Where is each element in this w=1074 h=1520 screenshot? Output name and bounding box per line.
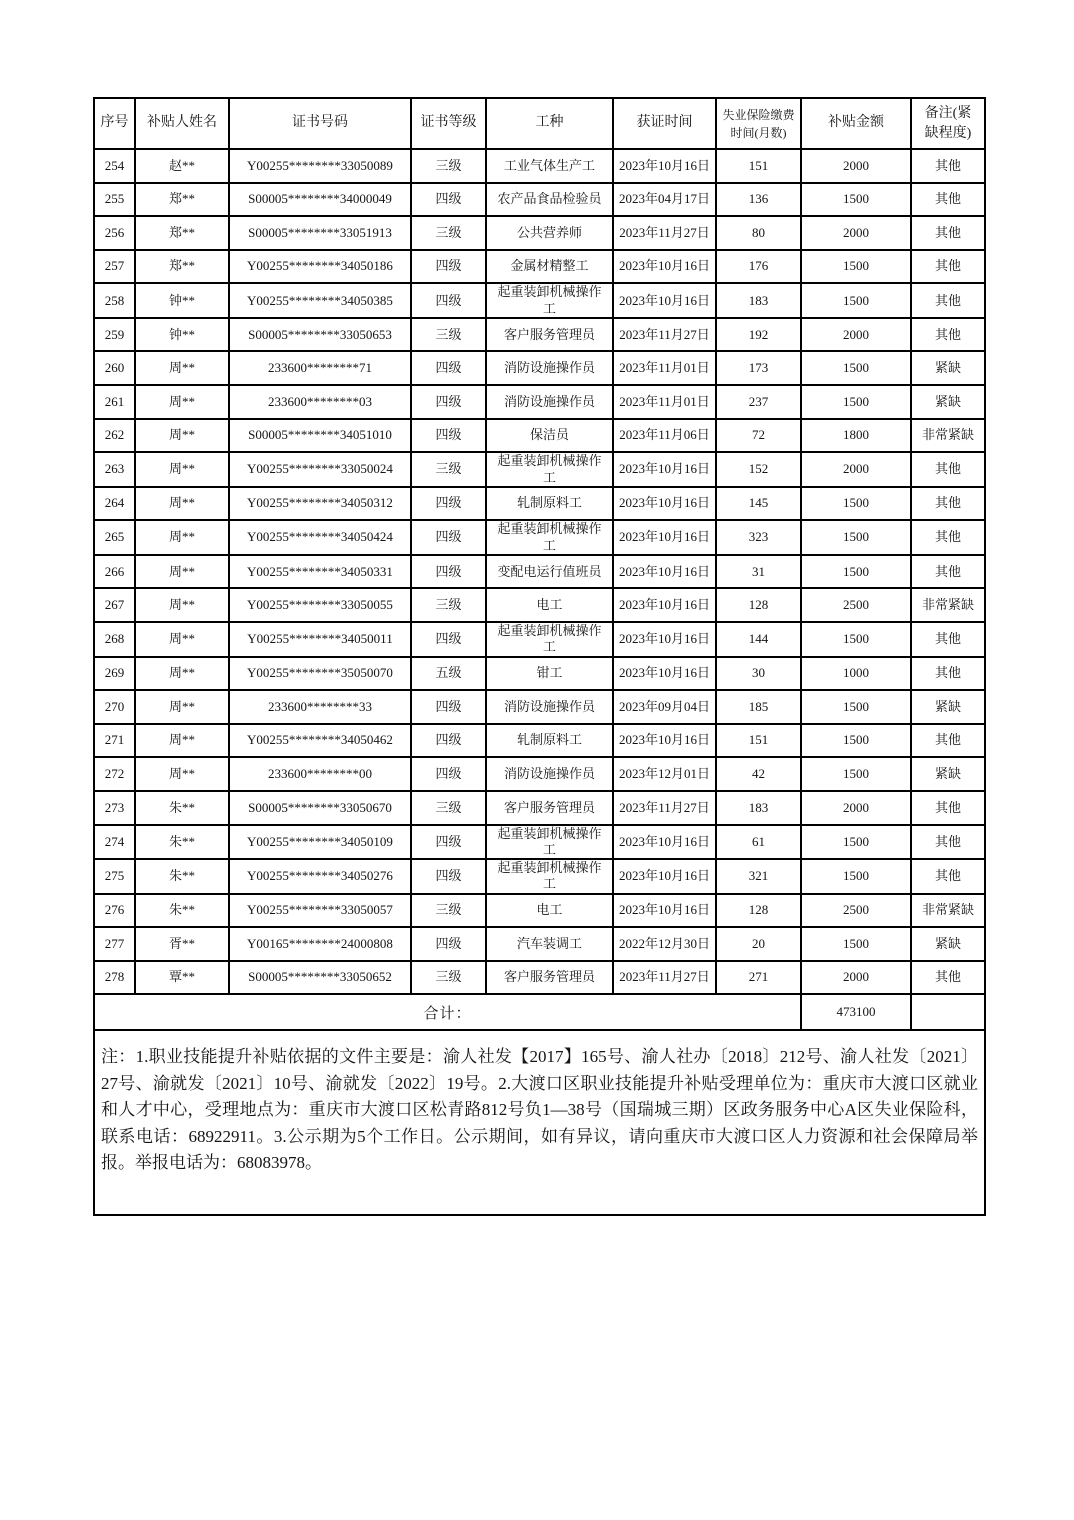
note-row — [94, 1030, 985, 1215]
column-header-5: 工种 — [486, 98, 613, 149]
cell: 郑** — [135, 216, 229, 250]
cell: 其他 — [911, 520, 985, 555]
notes-paragraph: 注：1.职业技能提升补贴依据的文件主要是：渝人社发【2017】165号、渝人社办〔2018〕212号、渝人社发〔2021〕27号、渝就发〔2021〕10号、渝就发〔2022〕19号。2.大渡口区职业技能提升补贴受理单位为：重庆市大渡口区就业和人才中心，受理地点为：重庆市大渡口区松青路812号负1—38号（国瑞城三期）区政务服务中心A区失业保险科，联系电话：68922911。3.公示期为5个工作日。公示期间，如有异议，请向重庆市大渡口区人力资源和社会保障局举报。举报电话为：68083978。 — [94, 1030, 985, 1215]
cell: 四级 — [411, 690, 486, 724]
cell: 266 — [94, 555, 135, 589]
cell: 四级 — [411, 385, 486, 419]
cell: 2023年12月01日 — [613, 757, 716, 791]
table-row — [94, 216, 985, 250]
cell: 1500 — [801, 183, 911, 217]
cell: 2500 — [801, 588, 911, 622]
cell: 钳工 — [486, 657, 613, 691]
table-row — [94, 250, 985, 284]
cell: 275 — [94, 859, 135, 894]
cell: 151 — [716, 724, 801, 758]
cell: 260 — [94, 351, 135, 385]
cell: 237 — [716, 385, 801, 419]
cell: 农产品食品检验员 — [486, 183, 613, 217]
cell: 朱** — [135, 825, 229, 860]
table-row — [94, 588, 985, 622]
cell: 2023年11月27日 — [613, 216, 716, 250]
column-header-8: 补贴金额 — [801, 98, 911, 149]
cell: Y00255********34050011 — [229, 622, 411, 657]
cell: 2000 — [801, 791, 911, 825]
cell: 1500 — [801, 690, 911, 724]
cell: 2023年10月16日 — [613, 520, 716, 555]
cell: 2023年10月16日 — [613, 894, 716, 928]
table-row — [94, 657, 985, 691]
table-row — [94, 791, 985, 825]
cell: 紧缺 — [911, 351, 985, 385]
cell: 其他 — [911, 216, 985, 250]
table-row — [94, 520, 985, 555]
cell: 136 — [716, 183, 801, 217]
cell: 周** — [135, 555, 229, 589]
cell: 1500 — [801, 385, 911, 419]
table-row — [94, 419, 985, 453]
cell: S00005********34000049 — [229, 183, 411, 217]
cell: 电工 — [486, 588, 613, 622]
cell: 2023年11月27日 — [613, 318, 716, 352]
cell: 192 — [716, 318, 801, 352]
table-head — [94, 98, 985, 149]
cell: 客户服务管理员 — [486, 791, 613, 825]
cell: 278 — [94, 961, 135, 995]
cell: 客户服务管理员 — [486, 318, 613, 352]
cell: 周** — [135, 757, 229, 791]
header-row — [94, 98, 985, 149]
cell: 其他 — [911, 250, 985, 284]
cell: 起重装卸机械操作工 — [486, 825, 613, 860]
cell: 其他 — [911, 961, 985, 995]
cell: 四级 — [411, 622, 486, 657]
cell: 2023年10月16日 — [613, 657, 716, 691]
cell: 周** — [135, 385, 229, 419]
cell: 262 — [94, 419, 135, 453]
cell: 四级 — [411, 250, 486, 284]
subsidy-table — [93, 97, 986, 1216]
table-row — [94, 757, 985, 791]
cell: 五级 — [411, 657, 486, 691]
cell: Y00255********35050070 — [229, 657, 411, 691]
cell: 2023年11月27日 — [613, 791, 716, 825]
cell: 185 — [716, 690, 801, 724]
cell: 金属材精整工 — [486, 250, 613, 284]
cell: 273 — [94, 791, 135, 825]
cell: 朱** — [135, 791, 229, 825]
cell: 1500 — [801, 927, 911, 961]
table-row — [94, 318, 985, 352]
cell: 61 — [716, 825, 801, 860]
cell: 消防设施操作员 — [486, 690, 613, 724]
cell: 紧缺 — [911, 385, 985, 419]
cell: 周** — [135, 622, 229, 657]
cell: S00005********33051913 — [229, 216, 411, 250]
table-row — [94, 961, 985, 995]
total-label: 合计： — [94, 994, 801, 1030]
cell: 四级 — [411, 927, 486, 961]
cell: 四级 — [411, 283, 486, 318]
cell: 151 — [716, 149, 801, 183]
table-row — [94, 894, 985, 928]
cell: 覃** — [135, 961, 229, 995]
table-row — [94, 555, 985, 589]
cell: 2000 — [801, 149, 911, 183]
cell: Y00255********34050186 — [229, 250, 411, 284]
cell: 1000 — [801, 657, 911, 691]
cell: 公共营养师 — [486, 216, 613, 250]
cell: 其他 — [911, 791, 985, 825]
cell: 消防设施操作员 — [486, 351, 613, 385]
cell: 1500 — [801, 757, 911, 791]
table-row — [94, 724, 985, 758]
cell: 233600********33 — [229, 690, 411, 724]
cell: 257 — [94, 250, 135, 284]
column-header-6: 获证时间 — [613, 98, 716, 149]
cell: 2500 — [801, 894, 911, 928]
cell: 2000 — [801, 961, 911, 995]
table-row — [94, 452, 985, 487]
cell: 非常紧缺 — [911, 588, 985, 622]
cell: 起重装卸机械操作工 — [486, 283, 613, 318]
cell: 朱** — [135, 894, 229, 928]
cell: S00005********33050652 — [229, 961, 411, 995]
cell: 胥** — [135, 927, 229, 961]
cell: 周** — [135, 520, 229, 555]
cell: 277 — [94, 927, 135, 961]
cell: 起重装卸机械操作工 — [486, 622, 613, 657]
cell: 128 — [716, 894, 801, 928]
cell: 31 — [716, 555, 801, 589]
cell: 消防设施操作员 — [486, 385, 613, 419]
cell: Y00165********24000808 — [229, 927, 411, 961]
cell: Y00255********34050385 — [229, 283, 411, 318]
cell: 1500 — [801, 250, 911, 284]
cell: 2023年10月16日 — [613, 283, 716, 318]
cell: 三级 — [411, 149, 486, 183]
cell: 紧缺 — [911, 757, 985, 791]
cell: 2023年10月16日 — [613, 622, 716, 657]
cell: 三级 — [411, 791, 486, 825]
column-header-3: 证书号码 — [229, 98, 411, 149]
cell: 323 — [716, 520, 801, 555]
cell: 其他 — [911, 622, 985, 657]
cell: 其他 — [911, 487, 985, 521]
cell: 朱** — [135, 859, 229, 894]
column-header-7: 失业保险缴费时间(月数) — [716, 98, 801, 149]
cell: 255 — [94, 183, 135, 217]
cell: 紧缺 — [911, 927, 985, 961]
table-foot — [94, 994, 985, 1215]
cell: 钟** — [135, 283, 229, 318]
cell: 非常紧缺 — [911, 894, 985, 928]
column-header-4: 证书等级 — [411, 98, 486, 149]
cell: Y00255********34050424 — [229, 520, 411, 555]
cell: 1500 — [801, 724, 911, 758]
cell: 263 — [94, 452, 135, 487]
table-row — [94, 487, 985, 521]
cell: 周** — [135, 657, 229, 691]
cell: Y00255********34050276 — [229, 859, 411, 894]
cell: 2023年10月16日 — [613, 487, 716, 521]
cell: 80 — [716, 216, 801, 250]
cell: Y00255********33050057 — [229, 894, 411, 928]
cell: 268 — [94, 622, 135, 657]
cell: 2023年11月27日 — [613, 961, 716, 995]
cell: 1500 — [801, 520, 911, 555]
cell: 四级 — [411, 825, 486, 860]
cell: 消防设施操作员 — [486, 757, 613, 791]
cell: 其他 — [911, 657, 985, 691]
cell: 128 — [716, 588, 801, 622]
table-row — [94, 351, 985, 385]
cell: 2023年11月01日 — [613, 351, 716, 385]
cell: 客户服务管理员 — [486, 961, 613, 995]
cell: Y00255********33050055 — [229, 588, 411, 622]
cell: 四级 — [411, 757, 486, 791]
cell: 173 — [716, 351, 801, 385]
cell: 四级 — [411, 351, 486, 385]
cell: 起重装卸机械操作工 — [486, 859, 613, 894]
cell: 274 — [94, 825, 135, 860]
cell: 20 — [716, 927, 801, 961]
total-amount: 473100 — [801, 994, 911, 1030]
cell: 2023年10月16日 — [613, 250, 716, 284]
cell: 254 — [94, 149, 135, 183]
cell: 三级 — [411, 452, 486, 487]
cell: 1500 — [801, 487, 911, 521]
column-header-2: 补贴人姓名 — [135, 98, 229, 149]
cell: 1500 — [801, 825, 911, 860]
cell: Y00255********34050462 — [229, 724, 411, 758]
cell: 四级 — [411, 555, 486, 589]
table-row — [94, 385, 985, 419]
cell: 233600********00 — [229, 757, 411, 791]
cell: Y00255********34050331 — [229, 555, 411, 589]
cell: 周** — [135, 724, 229, 758]
total-remark-empty — [911, 994, 985, 1030]
cell: 183 — [716, 791, 801, 825]
table-body — [94, 149, 985, 994]
cell: 周** — [135, 419, 229, 453]
cell: 四级 — [411, 487, 486, 521]
cell: 四级 — [411, 419, 486, 453]
cell: 周** — [135, 452, 229, 487]
cell: 2000 — [801, 216, 911, 250]
cell: 272 — [94, 757, 135, 791]
cell: 30 — [716, 657, 801, 691]
cell: 其他 — [911, 825, 985, 860]
cell: 1500 — [801, 351, 911, 385]
cell: 265 — [94, 520, 135, 555]
cell: 267 — [94, 588, 135, 622]
cell: 2023年10月16日 — [613, 825, 716, 860]
cell: 152 — [716, 452, 801, 487]
cell: Y00255********34050109 — [229, 825, 411, 860]
cell: 264 — [94, 487, 135, 521]
cell: 三级 — [411, 894, 486, 928]
cell: 183 — [716, 283, 801, 318]
cell: 四级 — [411, 183, 486, 217]
cell: 256 — [94, 216, 135, 250]
cell: 2023年04月17日 — [613, 183, 716, 217]
cell: 其他 — [911, 555, 985, 589]
cell: 四级 — [411, 724, 486, 758]
cell: 2023年11月01日 — [613, 385, 716, 419]
cell: 非常紧缺 — [911, 419, 985, 453]
table-row — [94, 825, 985, 860]
cell: 三级 — [411, 588, 486, 622]
cell: 2023年10月16日 — [613, 859, 716, 894]
cell: 起重装卸机械操作工 — [486, 520, 613, 555]
cell: 2023年09月04日 — [613, 690, 716, 724]
cell: 三级 — [411, 216, 486, 250]
cell: 2000 — [801, 318, 911, 352]
cell: 周** — [135, 487, 229, 521]
cell: 电工 — [486, 894, 613, 928]
cell: 259 — [94, 318, 135, 352]
cell: 三级 — [411, 318, 486, 352]
cell: 1500 — [801, 622, 911, 657]
cell: 郑** — [135, 183, 229, 217]
cell: 汽车装调工 — [486, 927, 613, 961]
cell: 其他 — [911, 183, 985, 217]
cell: 紧缺 — [911, 690, 985, 724]
cell: 其他 — [911, 149, 985, 183]
cell: 1500 — [801, 859, 911, 894]
cell: 周** — [135, 588, 229, 622]
table-row — [94, 859, 985, 894]
cell: 1500 — [801, 283, 911, 318]
cell: 2023年10月16日 — [613, 724, 716, 758]
cell: 三级 — [411, 961, 486, 995]
table-row — [94, 927, 985, 961]
cell: 1800 — [801, 419, 911, 453]
cell: 271 — [94, 724, 135, 758]
cell: 轧制原料工 — [486, 487, 613, 521]
cell: 郑** — [135, 250, 229, 284]
cell: 2022年12月30日 — [613, 927, 716, 961]
cell: 270 — [94, 690, 135, 724]
total-row — [94, 994, 985, 1030]
cell: 2023年11月06日 — [613, 419, 716, 453]
cell: 233600********03 — [229, 385, 411, 419]
cell: 起重装卸机械操作工 — [486, 452, 613, 487]
cell: 233600********71 — [229, 351, 411, 385]
cell: 轧制原料工 — [486, 724, 613, 758]
cell: 其他 — [911, 724, 985, 758]
cell: Y00255********33050089 — [229, 149, 411, 183]
cell: Y00255********33050024 — [229, 452, 411, 487]
cell: 145 — [716, 487, 801, 521]
cell: 261 — [94, 385, 135, 419]
cell: 其他 — [911, 283, 985, 318]
cell: 2023年10月16日 — [613, 555, 716, 589]
cell: 四级 — [411, 859, 486, 894]
cell: 四级 — [411, 520, 486, 555]
cell: 赵** — [135, 149, 229, 183]
cell: 176 — [716, 250, 801, 284]
table-row — [94, 622, 985, 657]
table-row — [94, 690, 985, 724]
cell: 2023年10月16日 — [613, 149, 716, 183]
table-row — [94, 149, 985, 183]
cell: S00005********34051010 — [229, 419, 411, 453]
cell: 变配电运行值班员 — [486, 555, 613, 589]
cell: 钟** — [135, 318, 229, 352]
cell: 271 — [716, 961, 801, 995]
column-header-1: 序号 — [94, 98, 135, 149]
cell: 其他 — [911, 318, 985, 352]
table-row — [94, 283, 985, 318]
cell: 保洁员 — [486, 419, 613, 453]
cell: 其他 — [911, 452, 985, 487]
cell: 2000 — [801, 452, 911, 487]
cell: 周** — [135, 351, 229, 385]
cell: 1500 — [801, 555, 911, 589]
cell: 其他 — [911, 859, 985, 894]
cell: 72 — [716, 419, 801, 453]
cell: S00005********33050670 — [229, 791, 411, 825]
cell: 2023年10月16日 — [613, 588, 716, 622]
cell: 2023年10月16日 — [613, 452, 716, 487]
cell: 269 — [94, 657, 135, 691]
cell: 周** — [135, 690, 229, 724]
cell: 144 — [716, 622, 801, 657]
cell: Y00255********34050312 — [229, 487, 411, 521]
cell: 258 — [94, 283, 135, 318]
cell: 321 — [716, 859, 801, 894]
cell: S00005********33050653 — [229, 318, 411, 352]
cell: 276 — [94, 894, 135, 928]
column-header-9: 备注(紧缺程度) — [911, 98, 985, 149]
cell: 42 — [716, 757, 801, 791]
table-row — [94, 183, 985, 217]
notice-sheet — [93, 97, 984, 1216]
cell: 工业气体生产工 — [486, 149, 613, 183]
